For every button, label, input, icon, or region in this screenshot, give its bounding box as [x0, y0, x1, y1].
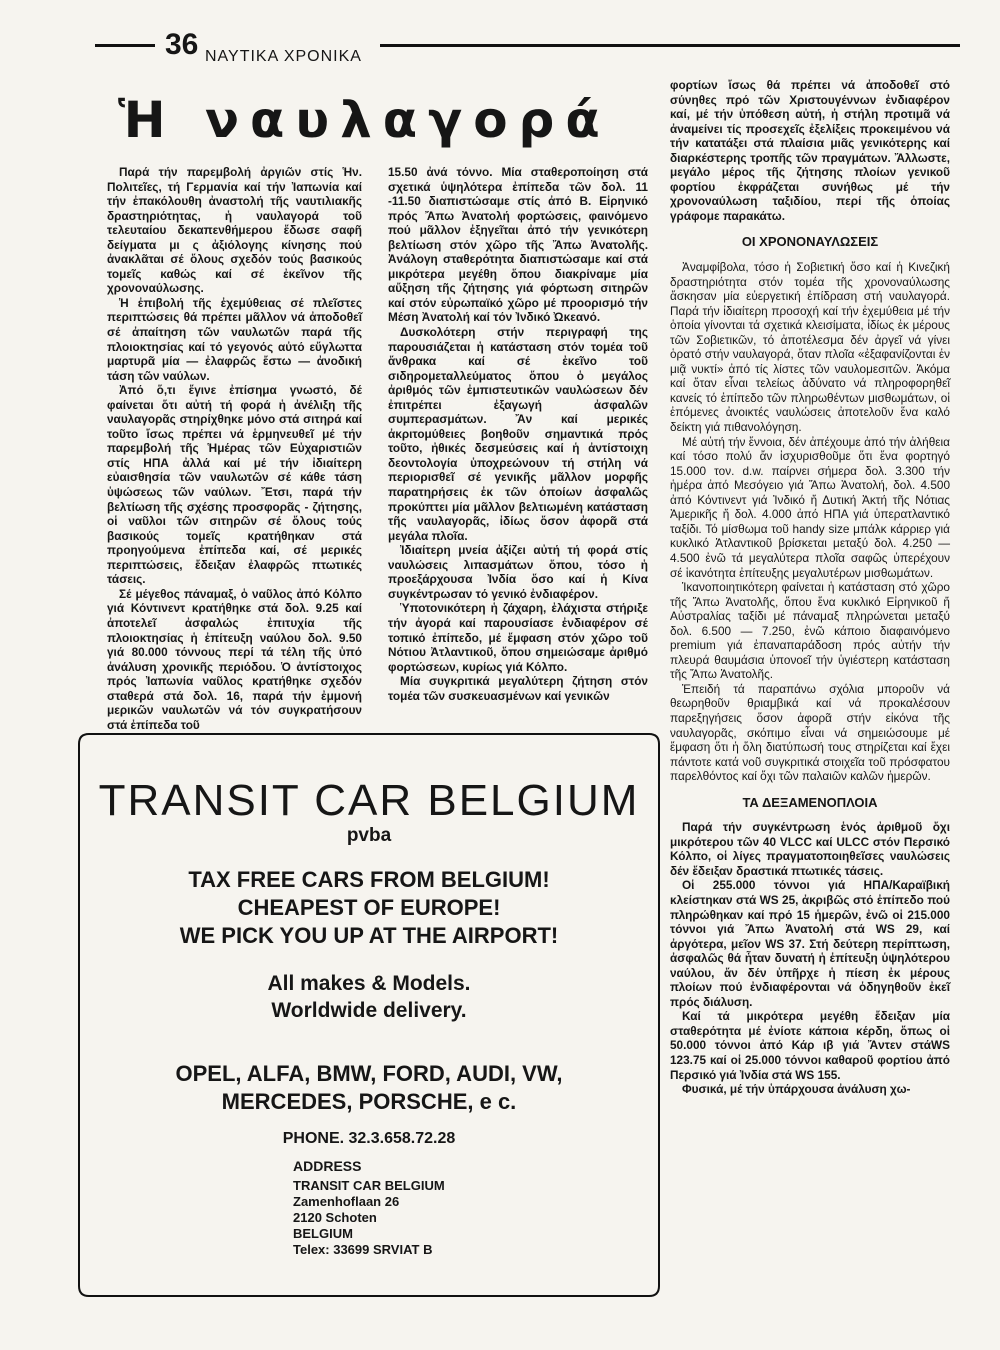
- paragraph: Φυσικά, μέ τήν ὑπάρχουσα ἀνάλυση χω-: [682, 1082, 911, 1097]
- paragraph: Ὑποτονικότερη ἡ ζάχαρη, ἐλάχιστα στήριξε τήν ἀγορά καί παρουσίασε ἐνδιαφέρον σέ τοπικό ἐπίπεδο, μέ ἔμφαση στόν χῶρο τοῦ Νότιου Ἀτλαντικοῦ, ὅπου σημειώσαμε ἀριθμό φορτώσεων, κυρίως γιά Κόλπο.: [388, 601, 648, 674]
- ad-address-line: Telex: 33699 SRVIAT B: [293, 1242, 433, 1257]
- ad-address-line: 2120 Schoten: [293, 1210, 377, 1225]
- ad-tagline-line: WE PICK YOU UP AT THE AIRPORT!: [179, 923, 559, 948]
- paragraph: Δυσκολότερη στήν περιγραφή της παρουσιάζεται ἡ κατάσταση στόν τομέα τοῦ ἄνθρακα καί σέ ἐκεῖνο τοῦ σιδηρομεταλλεύματος ὅπου ὁ μεγάλος ἀριθμός τῶν ἐμπιστευτικῶν ναυλώσεων δέν ἐπιτρέπει ἐξαγωγή ἀσφαλῶν συμπερασμάτων. Ἄν καί μερικές ἀκριτομύθειες βοηθοῦν σημαντικά πρός τοῦτο, ἠθικές δεσμεύσεις καί ἡ ἀντίστοιχη δεοντολογία ὑποχρεώνουν τή στήλη νά περιορισθεῖ σέ γενικῆς μᾶλλον μορφῆς παρατηρήσεις ἐκ τῶν ὁποίων ἀσφαλῶς προκύπτει μία μᾶλλον βελτιωμένη κατάσταση τῆς ναυλαγορᾶς, ἰδίως ὅσον ἀφορᾶ στά μεγάλα πλοῖα.: [388, 325, 648, 543]
- section-heading-time-charters: ΟΙ ΧΡΟΝΟΝΑΥΛΩΣΕΙΣ: [741, 234, 879, 250]
- paragraph: Μέ αὐτή τήν ἔννοια, δέν ἀπέχουμε ἀπό τήν ἀλήθεια καί τόσο πολύ ἄν ἰσχυρισθοῦμε ὅτι ἕνα φορτηγό 15.000 τον. d.w. παίρνει σήμερα δολ. 3.300 τήν ἡμέρα ἀπό Μεσόγειο γιά Ἄπω Ἀνατολή, δολ. 4.500 ἀπό Κόντινεντ γιά Ἰνδικό ἤ Δυτική Ἀκτή τῆς Νότιας Ἀμερικῆς ἤ δολ. 4.000 ἀπό ΗΠΑ γιά ὑπερατλαντικό ταξίδι. Τό μίσθωμα τοῦ handy size μπάλκ κάρριερ γιά κυκλικό Ἀτλαντικοῦ βρίσκεται μεταξύ δολ. 4.250 — 4.500 ἐνῶ τά μεγαλύτερα πλοῖα σαφῶς ὑπερέχουν σέ ἱκανότητα ἐπίτευξης μεγαλυτέρων μισθωμάτων.: [670, 434, 950, 580]
- paragraph: φορτίων ἴσως θά πρέπει νά ἀποδοθεῖ στό σύνηθες πρό τῶν Χριστουγέννων ἐνδιαφέρον καί, μέ τήν ὑπόθεση αὐτή, ἡ στήλη προτιμᾶ νά ἀναμείνει τίς προσεχεῖς ἐξελίξεις προκειμένου νά τήν κατατάξει στά πλαίσια μιᾶς γενικότερης καί διαρκέστερης τροπῆς τῶν πραγμάτων. Ἄλλωστε, μεγάλο μέρος τῆς ζήτησης πλοίων γενικοῦ φορτίου ἐκφράζεται συνήθως μέ τήν χρονοναύλωση ταξιδίου, περί τῆς ὁποίας γράφομε παρακάτω.: [670, 78, 950, 223]
- ad-company-suffix: pvba: [346, 825, 392, 846]
- paragraph: Ἱκανοποιητικότερη φαίνεται ἡ κατάσταση στό χῶρο τῆς Ἄπω Ἀνατολῆς, ὅπου ἕνα κυκλικό Εἰρηνικοῦ ἤ Αὐστραλίας ταξίδι μέ πάναμαξ πληρώνεται μεταξύ δολ. 6.500 — 7.250, ἐνῶ κάποιο διαφαινόμενο premium γιά ἐπαναπαράδοση πρός αὐτήν τήν πλευρά θαυμάσια ὑπονοεῖ τήν ὑγιέστερη κατάσταση τῆς Ἄπω Ἀνατολῆς.: [670, 580, 950, 682]
- paragraph: Ἀναμφίβολα, τόσο ἡ Σοβιετική ὅσο καί ἡ Κινεζική δραστηριότητα στόν τομέα τῆς χρονοναύλωσης ἄσκησαν μία εὐεργετική ἐπίδραση στή ναυλαγορά. Παρά τήν ἰδιαίτερη προσοχή καί τήν ἐχεμύθεια μέ τήν ὁποία γίνονται τά σχετικά κλεισίματα, ἰδίως ἐκ μέρους τῶν Σοβιετικῶν, τό ἀποτέλεσμα δέν ἀργεῖ νά γίνει ὁρατό στήν ναυλαγορά, ὅταν πλοῖα «ἐξαφανίζονται ἐν μιᾷ νυκτί» ἀπό τίς λίστες τῶν ναυλομεσιτῶν. Ἀκόμα καί ὅταν εἶναι τελείως ἀδύνατο νά πληροφορηθεῖ κανείς τό ἐπίπεδο τῶν πληρωθέντων μισθωμάτων, οἱ ἐπόμενες ἀνοικτές ναυλώσεις ἀποτελοῦν ἕνα καλό δείκτη γιά πιθανολόγηση.: [670, 260, 950, 435]
- paragraph: Οἱ 255.000 τόννοι γιά ΗΠΑ/Καραϊβική κλείστηκαν στά WS 25, ἀκριβῶς στό ἐπίπεδο πού πληρώθηκαν καί πρό 15 ἡμερῶν, ἐνῶ οἱ 215.000 τόννοι γιά Ἄπω Ἀνατολή στά WS 29, καί ἀργότερα, μεῖον WS 37. Στή δεύτερη περίπτωση, ἀσφαλῶς θά ἦταν δυνατή ἡ ἐπίτευξη ὑψηλότερου ναύλου, ἄν δέν ὑπῆρχε ἡ πίεση ἐκ μέρους πλοίων πού ἐνδιαφέρονται νά ὁδηγηθοῦν ἐκεῖ πρός διάλυση.: [670, 878, 950, 1009]
- paragraph: Ἰδιαίτερη μνεία ἀξίζει αὐτή τή φορά στίς ναυλώσεις λιπασμάτων ὅπου, τόσο ἡ προεξάρχουσα Ἰνδία ὅσο καί ἡ Κίνα συγκέντρωσαν τό γενικό ἐνδιαφέρον.: [388, 543, 648, 601]
- paragraph: Μία συγκριτικά μεγαλύτερη ζήτηση στόν τομέα τῶν συσκευασμένων καί γενικῶν: [388, 674, 648, 703]
- paragraph: Ἀπό ὅ,τι ἔγινε ἐπίσημα γνωστό, δέ φαίνεται ὅτι αὐτή τή φορά ἡ ἀνέλιξη τῆς ναυλαγορᾶς στηρίχθηκε μόνο στά σιτηρά καί τοῦτο ἴσως πρέπει νά ἑρμηνευθεῖ μέ τήν παρεμβολή τῆς Ἡμέρας τῶν Εὐχαριστιῶν στίς ΗΠΑ ἀλλά καί μέ τήν ἰδιαίτερη εὐαισθησία τῶν ναυλωτῶν σέ κάθε τάση ὑψώσεως τῶν ναύλων. Ἔτσι, παρά τήν βελτίωση τῆς σχέσης προσφορᾶς - ζήτησης, οἱ ναῦλοι τῶν σιτηρῶν σέ ὅλους τούς βασικούς τομεῖς κρατήθηκαν στά προηγούμενα ἐπίπεδα καί, σέ μερικές περιπτώσεις, ἔδειξαν ἐλαφρῶς πτωτικές τάσεις.: [107, 383, 362, 587]
- ad-phone: PHONE. 32.3.658.72.28: [282, 1130, 456, 1147]
- ad-brands-line: OPEL, ALFA, BMW, FORD, AUDI, VW,: [175, 1061, 563, 1086]
- ad-address: [293, 1158, 445, 1258]
- ad-makes-line: All makes & Models.: [267, 972, 471, 995]
- section-heading-tankers: ΤΑ ΔΕΞΑΜΕΝΟΠΛΟΙΑ: [742, 794, 878, 810]
- ad-makes: [75, 970, 663, 1024]
- advertisement: [75, 730, 663, 1300]
- ad-makes-line: Worldwide delivery.: [271, 999, 467, 1022]
- ad-address-line: Zamenhoflaan 26: [293, 1194, 400, 1209]
- paragraph: Ἐπειδή τά παραπάνω σχόλια μποροῦν νά θεωρηθοῦν θριαμβικά καί νά προκαλέσουν παρεξηγήσεις ὅσον ἀφορᾶ στήν εἰκόνα τῆς ναυλαγορᾶς, σκόπιμο εἶναι νά σημειώσουμε μέ ἔμφαση ὅτι ἡ ὅλη διατύπωσή τους στηρίζεται καί ἔχει πάντοτε κατά νοῦ συγκριτικά στοιχεῖα τοῦ πρόσφατου παρελθόντος καί ὄχι τῶν παλαιῶν καλῶν ἡμερῶν.: [670, 681, 950, 784]
- paragraph: Ἡ ἐπιβολή τῆς ἐχεμύθειας σέ πλεῖστες περιπτώσεις θά πρέπει μᾶλλον νά ἀποδοθεῖ σέ ἀπαίτηση τῶν ναυλωτῶν παρά τῆς πλοιοκτησίας καί τό γεγονός αὐτό εὔγλωττα μαρτυρᾶ μία — ἐλαφρῶς ἔστω — ἀνοδική τάση τῶν ναύλων.: [107, 295, 362, 383]
- article-column-1: [107, 165, 362, 732]
- paragraph: Σέ μέγεθος πάναμαξ, ὁ ναῦλος ἀπό Κόλπο γιά Κόντινεντ κρατήθηκε στά δολ. 9.25 καί ἀποτελεῖ ἀσφαλώς ἐπιτυχία τῆς πλοιοκτησίας ἡ ἐπίτευξη ναύλου δολ. 9.50 γιά 80.000 τόννους περί τά τέλη τῆς ὑπό ἀνάλυση χρονικῆς περιόδου. Ὁ ἀντίστοιχος πρός Ἰαπωνία ναῦλος κρατήθηκε σχεδόν σταθερά στά δολ. 16, παρά τήν ἐμμονή μερικῶν ναυλωτῶν νά τόν συγκρατήσουν στά ἐπίπεδα τοῦ: [107, 586, 362, 732]
- paragraph: Καί τά μικρότερα μεγέθη ἔδειξαν μία σταθερότητα μέ ἐνίοτε κάποια κέρδη, ὅπως οἱ 50.000 τόννοι ἀπό Κάρ ιβ γιά Ἄντεν στάWS 123.75 καί οἱ 25.000 τόννοι καθαροῦ φορτίου ἀπό Περσικό γιά Ἰνδία στά WS 155.: [670, 1009, 950, 1082]
- ad-tagline: [75, 866, 663, 950]
- paragraph: Παρά τήν συγκέντρωση ἑνός ἀριθμοῦ ὄχι μικρότερου τῶν 40 VLCC καί ULCC στόν Περσικό Κόλπο, οἱ λίγες πραγματοποιηθεῖσες ναυλώσεις δέν ἔδειξαν δραστικά πτωτικές τάσεις.: [670, 820, 950, 878]
- ad-address-line: BELGIUM: [293, 1226, 353, 1241]
- ad-brands-line: MERCEDES, PORSCHE, e c.: [221, 1089, 517, 1114]
- ad-tagline-line: CHEAPEST OF EUROPE!: [237, 895, 501, 920]
- ad-car-brands: [75, 1060, 663, 1116]
- article-title: Ἡ ναυλαγορά: [118, 91, 611, 149]
- ad-address-line: TRANSIT CAR BELGIUM: [293, 1178, 445, 1193]
- article-column-2: [388, 165, 648, 703]
- article-column-3: [670, 78, 950, 1097]
- ad-address-label: ADDRESS: [293, 1158, 362, 1174]
- header-rule-left: [95, 44, 155, 47]
- magazine-name: ΝΑΥΤΙΚΑ ΧΡΟΝΙΚΑ: [205, 48, 362, 65]
- ad-tagline-line: TAX FREE CARS FROM BELGIUM!: [188, 867, 550, 892]
- header-rule-right: [380, 44, 960, 47]
- paragraph: Παρά τήν παρεμβολή ἀργιῶν στίς Ἡν. Πολιτεῖες, τή Γερμανία καί τήν Ἰαπωνία καί τήν ἐπακόλουθη ἀναστολή τῆς ναυτιλιακῆς δραστηριότητας, ἡ ναυλαγορά τοῦ τελευταίου δεκαπενθήμερου ἔδωσε σαφῆ δείγματα μι ς ἀξιόλογης κίνησης πού ἀνακλᾶται σέ ὅλους σχεδόν τούς βασικούς τομεῖς καθώς καί σέ ἐκεῖνον τῆς χρονοναύλωσης.: [107, 165, 362, 296]
- paragraph: 15.50 ἀνά τόννο. Μία σταθεροποίηση στά σχετικά ὑψηλότερα ἐπίπεδα τῶν δολ. 11 -11.50 διαπιστώσαμε στίς ἀπό Β. Εἰρηνικό πρός Ἄπω Ἀνατολή φορτώσεις, φαινόμενο πού μᾶλλον ἐξηγεῖται ἀπό τήν γενικότερη βελτίωση στόν χῶρο τῆς Ἄπω Ἀνατολῆς. Ἀνάλογη σταθερότητα διαπιστώσαμε καί στά μικρότερα μεγέθη ὅπου διακρίναμε μία αὔξηση τῆς ζήτησης γιά φόρτωση σιτηρῶν καί στόν εὐρωπαϊκό χῶρο μέ προορισμό τήν Μέση Ἀνατολή καί τόν Ἰνδικό Ὠκεανό.: [388, 165, 648, 325]
- page-number: 36: [165, 28, 199, 61]
- ad-brand: TRANSIT CAR BELGIUM: [98, 776, 640, 825]
